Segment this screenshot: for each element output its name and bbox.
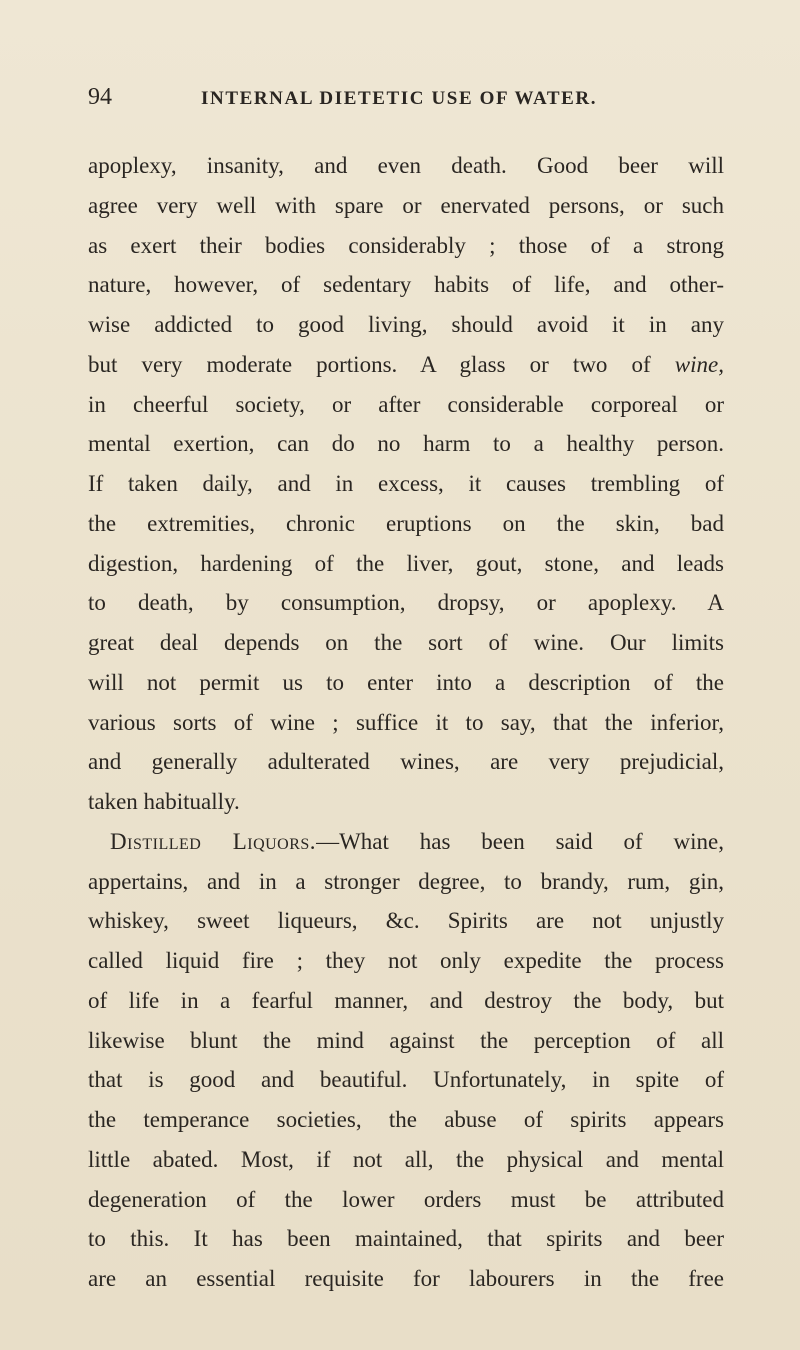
body-text (88, 146, 724, 1299)
text-line: in cheerful society, or after considerable corporeal or (88, 391, 724, 417)
text-line: various sorts of wine ; suffice it to say, that the inferior, (88, 709, 724, 735)
text-line: nature, however, of sedentary habits of life, and other- (88, 272, 724, 298)
page-number: 94 (88, 84, 112, 110)
text-line: great deal depends on the sort of wine. Our limits (88, 630, 724, 655)
italic-wine: wine, (674, 351, 724, 377)
text-line: degeneration of the lower orders must be attributed (88, 1186, 724, 1212)
text-line: appertains, and in a stronger degree, to brandy, rum, gin, (88, 868, 724, 894)
section-continuation: —What has been said of wine, (316, 828, 724, 854)
section-heading: Distilled Liquors. (110, 828, 317, 854)
text-line: the temperance societies, the abuse of spirits appears (88, 1107, 724, 1132)
text-line-with-italic (88, 345, 724, 385)
text-line: apoplexy, insanity, and even death. Good beer will (88, 153, 724, 178)
text-line: likewise blunt the mind against the perception of all (88, 1027, 724, 1053)
text-line: that is good and beautiful. Unfortunately, in spite of (88, 1067, 724, 1093)
text-line: little abated. Most, if not all, the physical and mental (88, 1146, 724, 1172)
text-line-paragraph-end: taken habitually. (88, 789, 240, 814)
text-line: mental exertion, can do no harm to a healthy person. (88, 431, 724, 457)
text-line: digestion, hardening of the liver, gout, stone, and leads (88, 550, 724, 576)
text-line: whiskey, sweet liqueurs, &c. Spirits are not unjustly (88, 908, 724, 934)
text-line: are an essential requisite for labourers in the free (88, 1266, 724, 1291)
text-line: of life in a fearful manner, and destroy the body, but (88, 987, 724, 1013)
text-line: the extremities, chronic eruptions on the skin, bad (88, 510, 724, 536)
section-heading-line (88, 822, 724, 862)
text-line: called liquid fire ; they not only expedite the process (88, 948, 724, 973)
text-line: as exert their bodies considerably ; those of a strong (88, 232, 724, 258)
text-line: to death, by consumption, dropsy, or apoplexy. A (88, 590, 724, 616)
text-fragment: but very moderate portions. A glass or two of (88, 351, 651, 377)
running-title: INTERNAL DIETETIC USE OF WATER. (201, 88, 598, 109)
text-line: wise addicted to good living, should avoid it in any (88, 312, 724, 337)
text-line: will not permit us to enter into a description of the (88, 669, 724, 695)
text-line: and generally adulterated wines, are very prejudicial, (88, 749, 724, 775)
text-line: If taken daily, and in excess, it causes trembling of (88, 471, 724, 496)
text-line: agree very well with spare or enervated persons, or such (88, 192, 724, 218)
text-line: to this. It has been maintained, that spirits and beer (88, 1226, 724, 1252)
running-head (88, 84, 728, 118)
